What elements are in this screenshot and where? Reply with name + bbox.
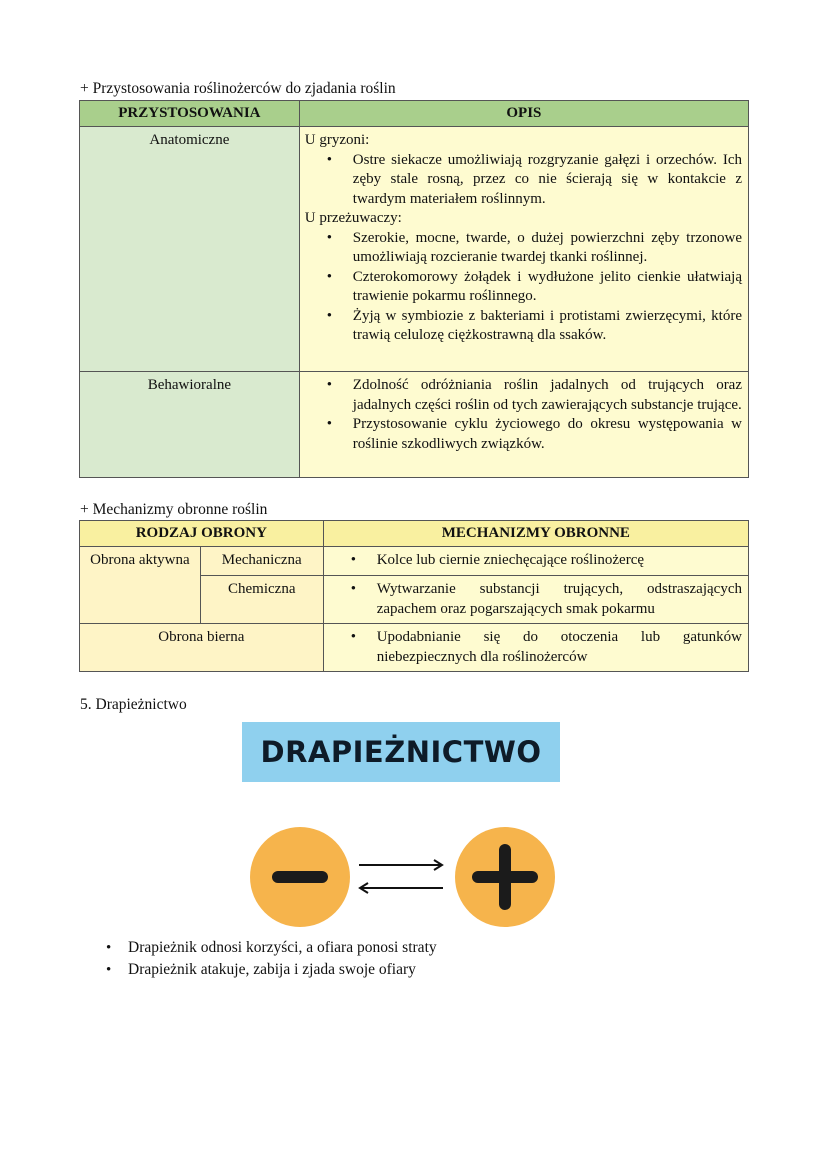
list-item: • Ostre siekacze umożliwiają rozgryzanie gałęzi i orzechów. Ich zęby stale rosną, przez co nie ścierają się w kontakcie z twardym materiałem roślinnym.: [305, 151, 742, 210]
row-description: [299, 372, 748, 478]
defense-table: [79, 520, 749, 672]
table-row: [80, 127, 749, 372]
row-sublabel: Mechaniczna: [200, 547, 323, 576]
list-item: • Żyją w symbiozie z bakteriami i protistami zwierzęcymi, które trawią celulozę ciężkostrawną dla ssaków.: [305, 307, 742, 346]
list-item: • Przystosowanie cyklu życiowego do okresu występowania w roślinie szkodliwych związków.: [305, 415, 742, 454]
column-header: RODZAJ OBRONY: [80, 521, 324, 547]
row-description: [323, 547, 748, 576]
group-title: U gryzoni:: [304, 132, 370, 148]
row-sublabel: Chemiczna: [200, 576, 323, 624]
row-description: [323, 624, 748, 672]
list-item: • Wytwarzanie substancji trujących, odstraszających zapachem oraz pogarszających smak pokarmu: [329, 580, 742, 619]
predation-banner: [242, 722, 560, 782]
column-header: PRZYSTOSOWANIA: [80, 101, 300, 127]
adaptations-table: [79, 100, 749, 478]
section-heading-defense: + Mechanizmy obronne roślin: [80, 501, 268, 518]
list-item: • Upodabnianie się do otoczenia lub gatunków niebezpiecznych dla roślinożerców: [329, 628, 742, 667]
predation-bullet-list: [80, 937, 437, 981]
row-label-active: Obrona aktywna: [80, 547, 201, 624]
group-title: U przeżuwaczy:: [304, 210, 402, 226]
table-row: [80, 372, 749, 478]
bullet-list: [305, 229, 742, 346]
list-item: • Szerokie, mocne, twarde, o dużej powierzchni zęby trzonowe umożliwiają rozcieranie twardej tkanki roślinnej.: [305, 229, 742, 268]
bullet-list: [329, 580, 742, 619]
minus-circle-icon: [250, 827, 350, 927]
banner-title: DRAPIEŻNICTWO: [260, 735, 542, 769]
bullet-list: [305, 151, 742, 210]
bullet-list: [305, 376, 742, 454]
section-heading-adaptations: + Przystosowania roślinożerców do zjadania roślin: [80, 80, 396, 97]
table-header-row: [80, 521, 749, 547]
column-header: OPIS: [299, 101, 748, 127]
list-item: • Kolce lub ciernie zniechęcające roślinożercę: [329, 551, 742, 571]
bullet-list: [329, 628, 742, 667]
table-row: [80, 547, 749, 576]
plus-circle-icon: [455, 827, 555, 927]
row-label: Anatomiczne: [80, 127, 300, 372]
row-description: [299, 127, 748, 372]
list-item: • Drapieżnik atakuje, zabija i zjada swoje ofiary: [80, 959, 437, 981]
list-item: • Drapieżnik odnosi korzyści, a ofiara ponosi straty: [80, 937, 437, 959]
double-arrow-icon: [355, 855, 447, 897]
list-item: • Czterokomorowy żołądek i wydłużone jelito cienkie ułatwiają trawienie pokarmu roślinnego.: [305, 268, 742, 307]
list-item: • Zdolność odróżniania roślin jadalnych od trujących oraz jadalnych części roślin od tych zawierających substancje trujące.: [305, 376, 742, 415]
row-label: Behawioralne: [80, 372, 300, 478]
table-row: [80, 624, 749, 672]
table-header-row: [80, 101, 749, 127]
column-header: MECHANIZMY OBRONNE: [323, 521, 748, 547]
section-heading-predation: 5. Drapieżnictwo: [80, 696, 187, 713]
bullet-list: [329, 551, 742, 571]
row-description: [323, 576, 748, 624]
row-label-passive: Obrona bierna: [80, 624, 324, 672]
